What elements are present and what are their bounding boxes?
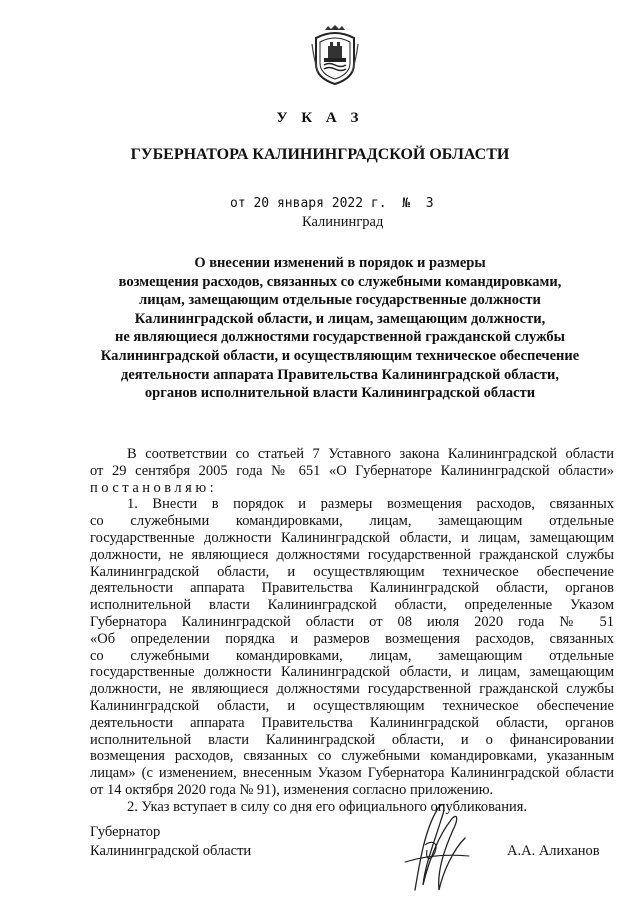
body-line: государственные должности Калининградской области, и лицам, замещающим xyxy=(90,664,614,681)
body-line: Калининградской области, и осуществляющим техническое обеспечение xyxy=(90,697,614,714)
issuer-title: ГУБЕРНАТОРА КАЛИНИНГРАДСКОЙ ОБЛАСТИ xyxy=(130,146,510,163)
body-line: деятельности аппарата Правительства Калининградской области, органов xyxy=(90,714,614,731)
date-number-line xyxy=(230,196,434,211)
body-line: исполнительной власти Калининградской области, и о финансировании xyxy=(90,731,614,748)
body-line: со служебными командировками, лицам, замещающим отдельные xyxy=(90,647,614,664)
subject-line: не являющиеся должностями государственной гражданской службы xyxy=(115,329,565,346)
body-line: государственные должности Калининградской области, и лицам, замещающим xyxy=(90,529,614,546)
document-date: 20 января 2022 г. xyxy=(253,196,387,211)
body-line: должности, не являющиеся должностями государственной гражданской службы xyxy=(90,681,614,698)
body-line: «Об определении порядка и размеров возмещения расходов, связанных xyxy=(90,630,614,647)
city: Калининград xyxy=(302,214,384,230)
body-line: должности, не являющиеся должностями государственной гражданской службы xyxy=(90,546,614,563)
subject-line: органов исполнительной власти Калининградской области xyxy=(144,385,536,402)
body-line: от 29 сентября 2005 года № 651 «О Губернаторе Калининградской области» xyxy=(90,462,614,479)
coat-of-arms-icon xyxy=(310,24,360,86)
body-line: 1. Внести в порядок и размеры возмещения расходов, связанных xyxy=(127,496,614,513)
subject-line: возмещения расходов, связанных со служебными командировками, xyxy=(118,273,562,290)
signer-title: Губернатор xyxy=(90,824,161,840)
body-line: лицам» (с изменением, внесенным Указом Губернатора Калининградской области xyxy=(90,765,614,782)
date-prefix: от xyxy=(230,196,246,211)
body-line: со служебными командировками, лицам, замещающим отдельные xyxy=(90,513,614,530)
body-line: постановляю: xyxy=(90,479,218,496)
body-line: Губернатора Калининградской области от 08 июля 2020 года № 51 xyxy=(90,613,614,630)
body-line: В соответствии со статьей 7 Уставного закона Калининградской области xyxy=(127,446,614,462)
handwritten-signature-icon xyxy=(395,790,475,900)
signer-name: А.А. Алиханов xyxy=(507,843,600,859)
signer-title: Калининградской области xyxy=(90,843,252,859)
body-line: возмещения расходов, связанных со служебными командировками, указанным xyxy=(90,748,614,765)
decree-subject xyxy=(60,254,620,403)
subject-line: Калининградской области, и лицам, замещающим должности, xyxy=(134,310,546,327)
subject-line: О внесении изменений в порядок и размеры xyxy=(194,255,486,271)
number-sign: № xyxy=(402,196,411,211)
subject-line: лицам, замещающим отдельные государственные должности xyxy=(139,292,541,309)
document-number: 3 xyxy=(425,196,434,211)
body-line: от 14 октября 2020 года № 91), изменения согласно приложению. xyxy=(90,781,494,798)
body-line: деятельности аппарата Правительства Калининградской области, органов xyxy=(90,580,614,597)
decree-body xyxy=(90,446,614,816)
subject-line: Калининградской области, и осуществляющим техническое обеспечение xyxy=(100,347,580,364)
document-type: У К А З xyxy=(276,110,364,126)
body-line: Калининградской области, и осуществляющим техническое обеспечение xyxy=(90,563,614,580)
subject-line: деятельности аппарата Правительства Калининградской области, xyxy=(120,366,560,383)
body-line: исполнительной власти Калининградской области, определенные Указом xyxy=(90,597,614,614)
body-line: 2. Указ вступает в силу со дня его официального опубликования. xyxy=(127,798,528,815)
